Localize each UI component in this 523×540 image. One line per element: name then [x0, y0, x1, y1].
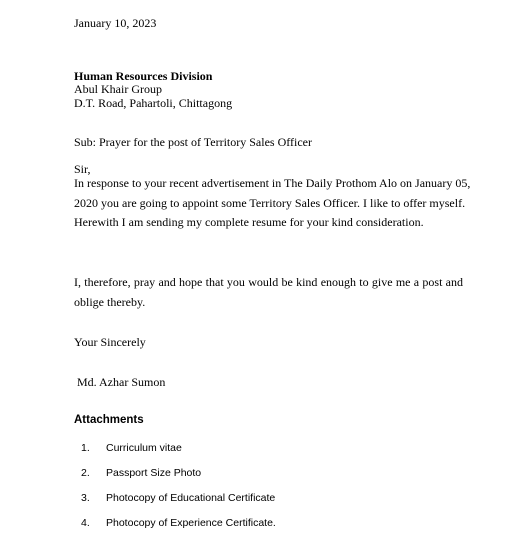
- attachments-heading: Attachments: [74, 414, 144, 426]
- salutation: Sir,: [74, 162, 91, 176]
- body-paragraph-2-line-2: oblige thereby.: [74, 295, 146, 309]
- attachment-number: 3.: [81, 492, 90, 504]
- body-paragraph-2-line-1: I, therefore, pray and hope that you would be kind enough to give me a post and: [74, 275, 463, 289]
- attachment-number: 4.: [81, 517, 90, 529]
- attachment-item: [0, 467, 523, 481]
- attachment-text: Curriculum vitae: [106, 442, 182, 454]
- attachment-number: 1.: [81, 442, 90, 454]
- attachment-item: [0, 517, 523, 531]
- body-paragraph-1-line-3: Herewith I am sending my complete resume for your kind consideration.: [74, 215, 424, 229]
- attachment-text: Passport Size Photo: [106, 467, 202, 479]
- closing: Your Sincerely: [74, 335, 146, 349]
- body-paragraph-1-line-1: In response to your recent advertisement in The Daily Prothom Alo on January 05,: [74, 176, 471, 190]
- recipient-address: D.T. Road, Pahartoli, Chittagong: [74, 96, 233, 110]
- recipient-company: Abul Khair Group: [74, 82, 162, 96]
- attachment-text: Photocopy of Experience Certificate.: [106, 517, 276, 529]
- signature-name: Md. Azhar Sumon: [77, 375, 166, 389]
- recipient-department: Human Resources Division: [74, 69, 213, 83]
- attachment-text: Photocopy of Educational Certificate: [106, 492, 276, 504]
- subject-line: Sub: Prayer for the post of Territory Sales Officer: [74, 135, 312, 149]
- attachment-item: [0, 492, 523, 506]
- attachment-item: [0, 442, 523, 456]
- attachment-number: 2.: [81, 467, 90, 479]
- letter-date: January 10, 2023: [74, 16, 157, 30]
- body-paragraph-1-line-2: 2020 you are going to appoint some Territory Sales Officer. I like to offer myself.: [74, 196, 466, 210]
